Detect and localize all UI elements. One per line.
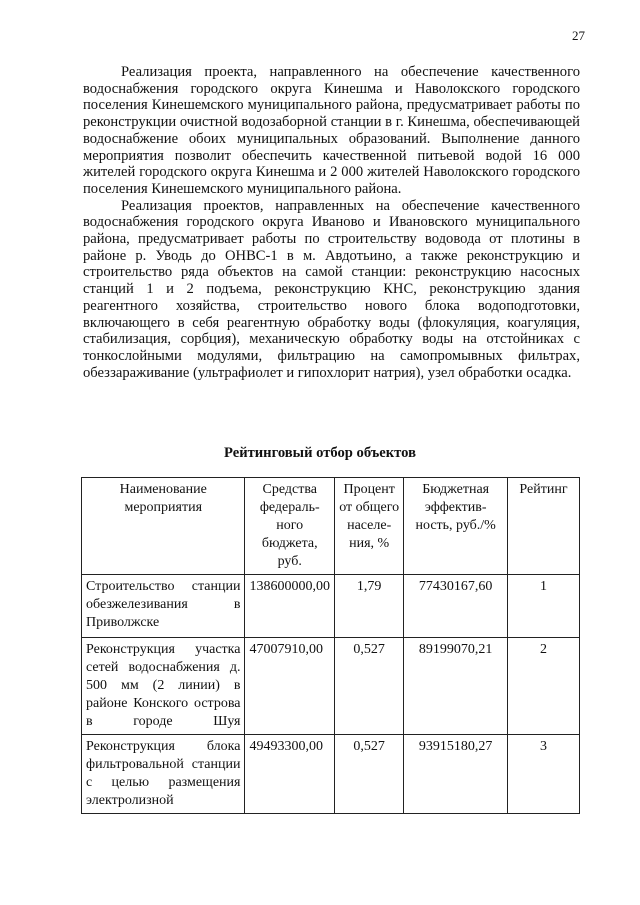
cell-name: Реконструкция блока фильтровальной станции с целью размещения электролизной xyxy=(82,735,245,814)
header-efficiency: Бюджетная эффектив-ность, руб./% xyxy=(404,478,508,575)
page-number: 27 xyxy=(572,28,585,43)
cell-rating: 3 xyxy=(507,735,579,814)
table-row xyxy=(82,638,580,735)
header-rating: Рейтинг xyxy=(507,478,579,575)
cell-rating: 2 xyxy=(507,638,579,735)
cell-efficiency: 89199070,21 xyxy=(404,638,508,735)
cell-funds: 138600000,00 xyxy=(245,575,335,638)
cell-name: Строительство станции обезжелезивания в Приволжске xyxy=(82,575,245,638)
cell-funds: 47007910,00 xyxy=(245,638,335,735)
cell-rating: 1 xyxy=(507,575,579,638)
cell-percent: 0,527 xyxy=(334,638,403,735)
header-funds: Средства федераль-ного бюджета, руб. xyxy=(245,478,335,575)
cell-name: Реконструкция участка сетей водоснабжения д. 500 мм (2 линии) в районе Конского острова в городе Шуя xyxy=(82,638,245,735)
cell-percent: 0,527 xyxy=(334,735,403,814)
table-row xyxy=(82,575,580,638)
cell-efficiency: 77430167,60 xyxy=(404,575,508,638)
cell-efficiency: 93915180,27 xyxy=(404,735,508,814)
header-percent: Процент от общего населе-ния, % xyxy=(334,478,403,575)
table-header-row xyxy=(82,478,580,575)
paragraph: Реализация проекта, направленного на обеспечение качественного водоснабжения городского округа Кинешма и Наволокского городского поселения Кинешемского муниципального района, предусматривает работы по реконструкции очистной водозаборной станции в г. Кинешма, обеспечивающей водоснабжение обоих муниципальных образований. Выполнение данного мероприятия позволит обеспечить качественной питьевой водой 16 000 жителей городского округа Кинешма и 2 000 жителей Наволокского городского поселения Кинешемского муниципального района. xyxy=(83,64,580,197)
paragraph: Реализация проектов, направленных на обеспечение качественного водоснабжения городского округа Иваново и Ивановского муниципального района, предусматривает работы по строительству водовода от плотины в районе р. Уводь до ОНВС-1 в м. Авдотьино, а также реконструкцию и строительство ряда объектов на самой станции: реконструкцию насосных станций 1 и 2 подъема, реконструкцию КНС, реконструкцию здания реагентного хозяйства, строительство нового блока водоподготовки, включающего в себя реагентную обработку воды (флокуляция, коагуляция, стабилизация, сорбция), механическую обработку воды на отстойниках с тонкослойными модулями, фильтрацию на самопромывных фильтрах, обеззараживание (ультрафиолет и гипохлорит натрия), узел обработки осадка. xyxy=(83,197,580,381)
cell-funds: 49493300,00 xyxy=(245,735,335,814)
header-name: Наименование мероприятия xyxy=(82,478,245,575)
rating-table xyxy=(81,477,580,814)
cell-percent: 1,79 xyxy=(334,575,403,638)
table-row xyxy=(82,735,580,814)
table-title: Рейтинговый отбор объектов xyxy=(224,445,416,461)
body-text xyxy=(83,64,580,381)
